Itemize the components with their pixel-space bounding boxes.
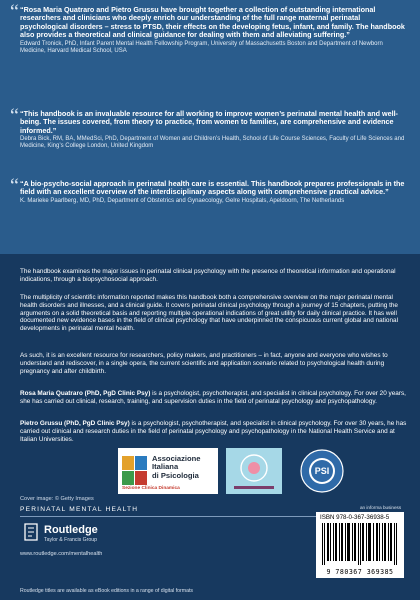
endorsement-quote: “A bio-psycho-social approach in perinatal health care is essential. This handbook prepares professionals in the field with an excellent overview of the interdisciplinary aspects along with comprehensive practical advice.” <box>20 179 405 197</box>
endorsement-attribution: Edward Tronick, PhD, Infant Parent Mental Health Fellowship Program, University of Massachusetts Boston and Department of Newborn Medicine, Harvard Medical School, USA <box>20 40 383 54</box>
psi-label: PSI <box>314 466 330 476</box>
associazione-name-line: Italiana <box>152 462 179 472</box>
quote-mark-icon: “ <box>10 105 19 127</box>
publisher-url[interactable]: www.routledge.com/mentalhealth <box>20 551 103 557</box>
associazione-logo <box>118 448 218 494</box>
quote-mark-icon: “ <box>10 1 19 23</box>
publisher-name: Routledge <box>44 524 98 536</box>
barcode <box>316 512 404 578</box>
author-bio <box>20 420 410 443</box>
author-bio-text: is a psychologist, psychotherapist, and specialist in clinical psychology. For over 30 years, he has carried out clinical and research duties in the field of perinatal psychology and psychopathology in the National Health Service and at Italian Universities. <box>20 420 407 443</box>
ebook-note: Routledge titles are available as eBook editions in a range of digital formats <box>20 588 194 594</box>
association-emblem-icon <box>122 456 148 486</box>
informa-tagline: an informa business <box>360 505 402 510</box>
psi-logo <box>292 448 352 494</box>
description-paragraph: The multiplicity of scientific information reported makes this handbook both a comprehensive overview on the major perinatal mental health disorders and illnesses, and a clinical guide. It covers perinatal clinical psychology through a journey of 15 chapters, putting the arguments on a solid theoretical basis and reporting multiple operational indications of great utility for daily clinical practice. It has well documented new evidence bases in the field of clinical psychology that have underpinned the conspicuous current global and national developments in perinatal mental health. <box>20 294 399 333</box>
endorsement-attribution: Debra Bick, RM, BA, MMedSci, PhD, Department of Women and Children’s Health, School of Life Course Sciences, Faculty of Life Sciences and Medicine, King’s College London, United Kingdom <box>20 136 405 150</box>
endorsement-quote: “This handbook is an invaluable resource for all working to improve women’s perinatal mental health and well-being. The issues covered, from theory to practice, from women to families, are comprehensive and evidence informed.” <box>20 109 398 135</box>
endorsement-quote: “Rosa Maria Quatraro and Pietro Grussu have brought together a collection of outstanding international researchers and clinicians who deeply enrich our understanding of the full range maternal perinatal psychological disorders – stress to PTSD, their effects on the developing fetus, infant, and family. The handbook also provides a theoretical and clinical guidance for dealing with them and alleviating suffering.” <box>20 5 405 40</box>
maternity-emblem-icon <box>226 448 282 494</box>
series-name: PERINATAL MENTAL HEALTH <box>20 506 139 513</box>
author-name: Pietro Grussu (PhD, PgD Clinic Psy) <box>20 420 130 427</box>
endorsement-2 <box>20 110 410 151</box>
associazione-name-line: Associazione <box>152 454 201 463</box>
author-bio-text: is a psychologist, psychotherapist, and specialist in clinical psychology. For over 20 years, she has carried out clinical, research, training, and supervision duties in the field of perinatal psychology and psychopathology. <box>20 390 406 405</box>
isbn: ISBN 978-0-367-36938-5 <box>320 514 390 521</box>
barcode-bars <box>316 523 404 567</box>
author-bio <box>20 390 410 406</box>
publisher-group: Taylor & Francis Group <box>44 537 98 543</box>
quote-mark-icon: “ <box>10 175 19 197</box>
associazione-section: Sezione Clinica Dinamica <box>122 486 180 491</box>
description-paragraph: The handbook examines the major issues in perinatal clinical psychology with the presence of theoretical information and operational indications, through a biopsychosocial approach. <box>20 268 396 283</box>
author-name: Rosa Maria Quatraro (PhD, PgD Clinic Psy) <box>20 390 151 397</box>
endorsement-attribution: K. Marieke Paarlberg, MD, PhD, Department of Obstetrics and Gynaecology, Gelre Hospitals, Apeldoorn, The Netherlands <box>20 197 345 204</box>
description-paragraph: As such, it is an excellent resource for researchers, policy makers, and practitioners – in fact, anyone and everyone who wishes to understand and rediscover, in a single opera, the current scientific and application scenario related to psychological health during pregnancy and after childbirth. <box>20 352 388 375</box>
associazione-name-line: di Psicologia <box>152 470 199 480</box>
cover-credit: Cover image: © Getty Images <box>20 496 94 502</box>
endorsement-1 <box>20 6 410 55</box>
maternity-logo <box>226 448 282 494</box>
routledge-logo-icon <box>22 522 40 542</box>
endorsement-3 <box>20 180 410 205</box>
barcode-number: 9 780367 369385 <box>326 568 394 576</box>
